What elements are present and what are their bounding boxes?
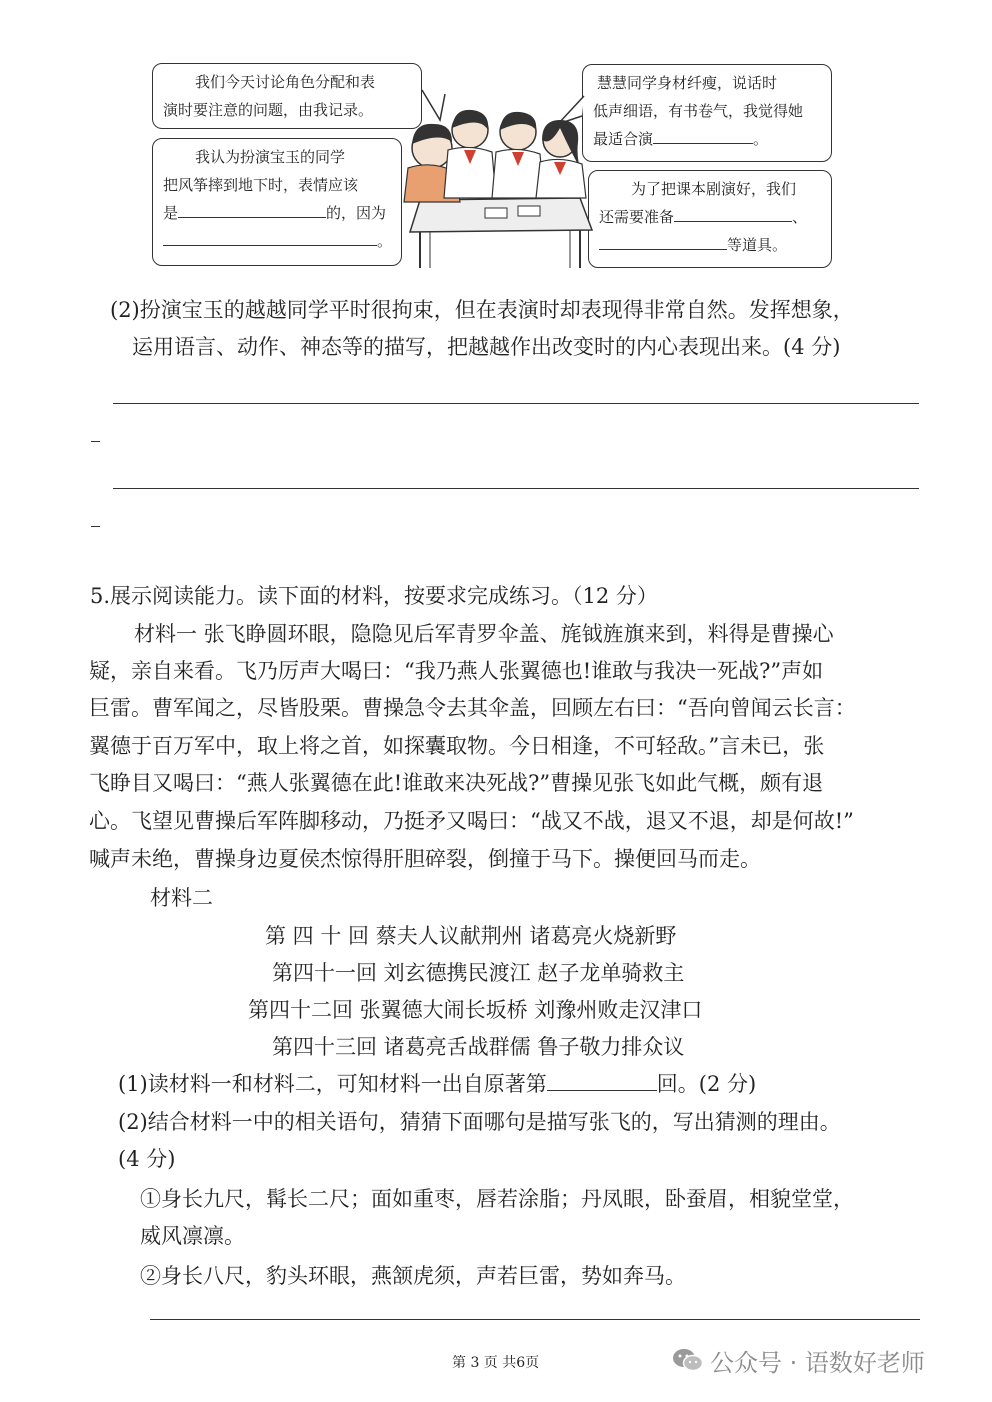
- paper: [485, 208, 507, 218]
- material-one-line: 疑，亲自来看。飞乃厉声大喝曰：“我乃燕人张翼德也!谁敢与我决一死战?”声如: [89, 659, 824, 683]
- answer-line[interactable]: [113, 403, 919, 404]
- watermark-text: 公众号 · 语数好老师: [710, 1348, 925, 1377]
- bubble-text: 是: [163, 204, 179, 222]
- answer-line[interactable]: [113, 488, 919, 489]
- option-1-line1: ①身长九尺，髯长二尺；面如重枣，唇若涂脂；丹凤眼，卧蚕眉，相貌堂堂，: [140, 1187, 854, 1211]
- material-one-line: 巨雷。曹军闻之，尽皆股栗。曹操急令去其伞盖，回顾左右曰：“吾向曾闻云长言：: [89, 696, 856, 720]
- material-one-line: 翼德于百万军中，取上将之首，如探囊取物。今日相逢，不可轻敌。”言未已，张: [89, 734, 825, 758]
- question-4-2-line2: 运用语言、动作、神态等的描写，把越越作出改变时的内心表现出来。(4 分): [132, 335, 841, 359]
- sub-question-1: [118, 1068, 756, 1098]
- sub-question-2-line1: (2)结合材料一中的相关语句，猜猜下面哪句是描写张飞的，写出猜测的理由。: [118, 1110, 841, 1134]
- bubble-tail: [422, 90, 445, 120]
- bubble-text: 我们今天讨论角色分配和表: [195, 73, 376, 91]
- answer-line-stub: [91, 441, 100, 442]
- option-1-line2: 威风凛凛。: [140, 1224, 245, 1248]
- material-one-line: 飞睁目又喝曰：“燕人张翼德在此!谁敢来决死战?”曹操见张飞如此气概，颇有退: [89, 771, 824, 795]
- watermark: [672, 1344, 925, 1376]
- answer-blank[interactable]: [163, 229, 377, 246]
- students-discussion-illustration: [400, 80, 600, 270]
- material-one-line: 心。飞望见曹操后军阵脚移动，乃挺矛又喝曰：“战又不战，退又不退，却是何故!”: [89, 809, 854, 833]
- answer-blank[interactable]: [674, 205, 792, 222]
- answer-blank[interactable]: [178, 201, 326, 218]
- chapter-title: 第四十二回 张翼德大闹长坂桥 刘豫州败走汉津口: [248, 998, 703, 1022]
- speech-bubble-expression: [152, 138, 402, 266]
- answer-line[interactable]: [150, 1319, 920, 1320]
- wechat-icon: [672, 1347, 704, 1373]
- paper: [518, 206, 540, 216]
- option-2: ②身长八尺，豹头环眼，燕颔虎须，声若巨雷，势如奔马。: [140, 1264, 686, 1288]
- speech-bubble-props: [588, 170, 832, 268]
- bubble-text: 低声细语，有书卷气，我觉得她: [593, 102, 804, 120]
- bubble-text: 。: [753, 130, 769, 148]
- speech-bubble-record: [152, 63, 422, 129]
- answer-blank[interactable]: [599, 233, 727, 250]
- question-5-title: 5.展示阅读能力。读下面的材料，按要求完成练习。（12 分）: [90, 584, 658, 608]
- bubble-text: 我认为扮演宝玉的同学: [195, 148, 346, 166]
- sub-question-1-text: (1)读材料一和材料二，可知材料一出自原著第: [118, 1072, 547, 1096]
- bubble-tail: [558, 96, 584, 124]
- bubble-text: 等道具。: [727, 236, 788, 254]
- sub-question-2-line2: (4 分): [118, 1147, 176, 1171]
- chapter-title: 第四十三回 诸葛亮舌战群儒 鲁子敬力排众议: [272, 1035, 685, 1059]
- chapter-title: 第四十一回 刘玄德携民渡江 赵子龙单骑救主: [272, 961, 685, 985]
- bubble-text: 把风筝摔到地下时，表情应该: [163, 176, 359, 194]
- bubble-text: 还需要准备: [599, 208, 675, 226]
- material-one-line: 喊声未绝，曹操身边夏侯杰惊得肝胆碎裂，倒撞于马下。操便回马而走。: [89, 847, 761, 871]
- bubble-text: 。: [377, 232, 393, 250]
- chapter-title: 第 四 十 回 蔡夫人议献荆州 诸葛亮火烧新野: [265, 924, 677, 948]
- answer-blank[interactable]: [653, 127, 753, 144]
- speech-bubble-role: [582, 64, 832, 162]
- material-one-line: 材料一 张飞睁圆环眼，隐隐见后军青罗伞盖、旄钺旌旗来到，料得是曹操心: [134, 622, 834, 646]
- bubble-text: 最适合演: [593, 130, 654, 148]
- bubble-text: 慧慧同学身材纤瘦，说话时: [597, 74, 778, 92]
- answer-blank[interactable]: [547, 1070, 657, 1091]
- sub-question-1-points: 回。(2 分): [656, 1072, 757, 1096]
- bubble-text: 为了把课本剧演好，我们: [631, 180, 797, 198]
- question-4-2-line1: (2)扮演宝玉的越越同学平时很拘束，但在表演时却表现得非常自然。发挥想象，: [110, 298, 854, 322]
- material-two-label: 材料二: [150, 886, 213, 910]
- bubble-text: 的，因为: [326, 204, 387, 222]
- bubble-text: 、: [792, 208, 808, 226]
- bubble-text: 演时要注意的问题，由我记录。: [163, 101, 374, 119]
- page-number: 第 3 页 共6页: [452, 1355, 540, 1371]
- answer-line-stub: [91, 526, 100, 527]
